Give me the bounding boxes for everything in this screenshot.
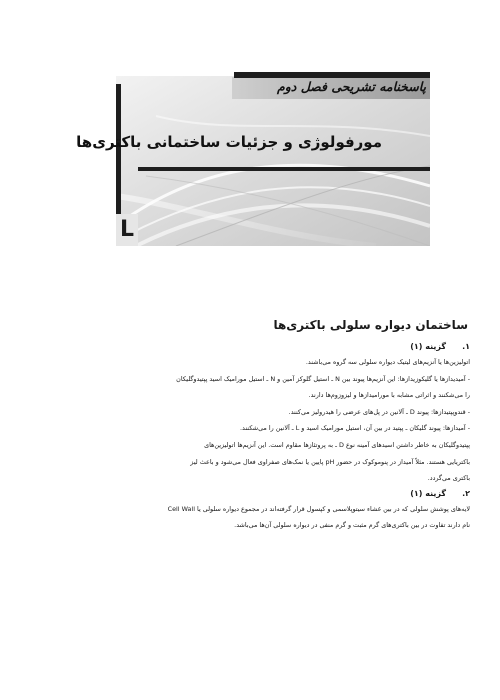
answer-line: لایه‌های پوشش سلولی که در بین غشاء سیتوپلاسمی و کپسول قرار گرفته‌اند در مجموع دیواره سلولی یا Cell Wall — [167, 504, 470, 513]
answer-line: نام دارند تفاوت در بین باکتری‌های گرم مثبت و گرم منفی در دیواره سلولی آن‌ها می‌باشد. — [234, 521, 470, 530]
answer-line: پپتیدوگلیکان به خاطر داشتن اسیدهای آمینه نوع D ـ به پروتئازها مقاوم است. این آنزیم‌ها اتولیزین‌های — [204, 440, 470, 449]
top-decorative-bar — [234, 72, 430, 78]
question-header — [58, 487, 470, 501]
question-header — [58, 340, 470, 354]
answer-line: - آمیدازها: پیوند گلیکان ـ پپتید در بین آن، استیل مورامیک اسید و L ـ آلانین را می‌شکنند. — [239, 424, 470, 433]
answer-line: را می‌شکنند و اثراتی مشابه با مورامیدازها و لیزوزوم‌ها دارند. — [308, 391, 470, 400]
middle-decorative-rule — [138, 167, 430, 171]
question-block — [58, 487, 470, 534]
header-banner — [116, 76, 430, 246]
answer-line: اتولیزین‌ها یا آنزیم‌های لیتیک دیواره سلولی سه گروه می‌باشند. — [305, 358, 470, 366]
answer-line: باکتری می‌گردد. — [427, 474, 470, 483]
question-number: ۱. — [462, 342, 470, 351]
banner-swoosh-graphic — [116, 76, 430, 246]
answer-line: - قندوپپتیدازها: پیوند D ـ آلانین در پل‌های عرضی را هیدرولیز می‌کنند. — [288, 407, 470, 416]
answer-line: - آمیدیدازها یا گلیکوزیدازها: این آنزیم‌ها پیوند بین N ـ استیل گلوکز آمین و N ـ استیل مورامیک اسید پپتیدوگلیکان — [176, 374, 470, 383]
question-number: ۲. — [462, 488, 470, 498]
chapter-title: مورفولوژی و جزئیات ساختمانی باکتری‌ها — [76, 133, 382, 151]
answer-content — [58, 318, 470, 534]
chapter-badge-letter: L — [119, 217, 135, 242]
question-block — [58, 340, 470, 487]
chapter-subtitle: پاسخنامه تشریحی فصل دوم — [277, 79, 426, 94]
answer-option: گزینه (۱) — [410, 488, 446, 498]
section-title: ساختمان دیواره سلولی باکتری‌ها — [273, 318, 468, 332]
answer-option: گزینه (۱) — [410, 342, 446, 351]
answer-line: باکتریایی هستند. مثلاً آمیداز در پنوموکوک در حضور pH پایین یا نمک‌های صفراوی فعال می‌شود و باعث لیز — [190, 457, 470, 466]
